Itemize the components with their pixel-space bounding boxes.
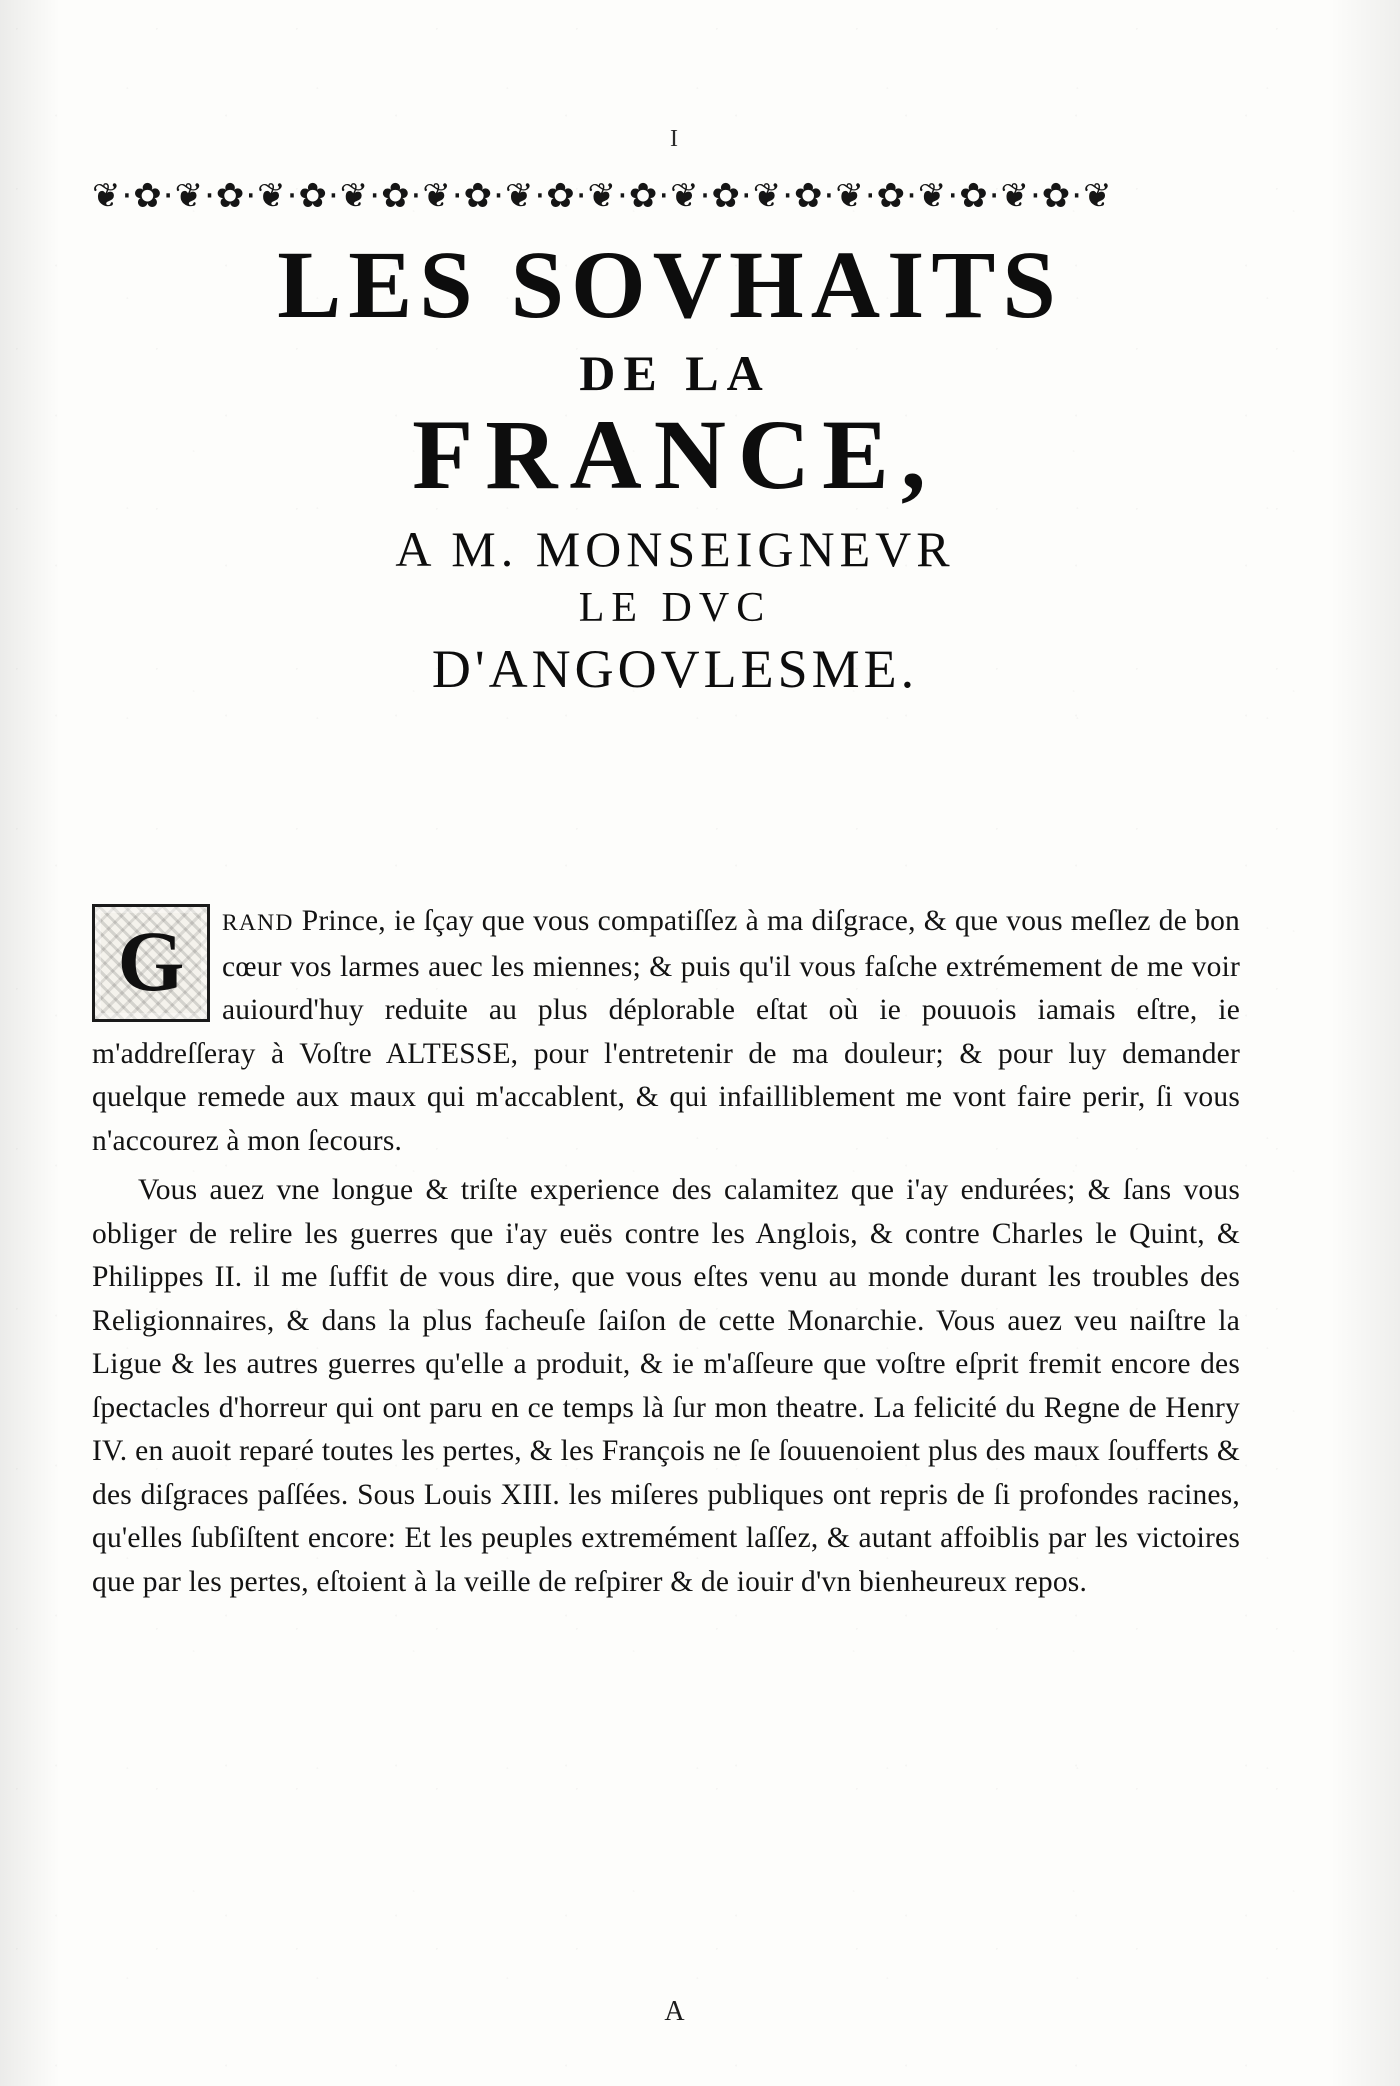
title-line-4: A M. MONSEIGNEVR <box>395 520 955 577</box>
paragraph-1-smallcaps: RAND <box>222 910 294 936</box>
drop-cap-initial: G <box>92 904 210 1022</box>
ornamental-divider: ❦·✿·❦·✿·❦·✿·❦·✿·❦·✿·❦·✿·❦·✿·❦·✿·❦·✿·❦·✿·❦·✿·❦·✿·❦ <box>92 176 1113 216</box>
paragraph-2: Vous auez vne longue & triſte experience des calamitez que i'ay endurées; & ſans vous obliger de relire les guerres que i'ay euës contre les Anglois, & contre Charles le Quint, & Philippes II. il me ſuffit de vous dire, que vous eſtes venu au monde durant les troubles des Religionnaires, & dans la plus facheuſe ſaiſon de cette Monarchie. Vous auez veu naiſtre la Ligue & les autres guerres qu'elle a produit, & ie m'aſſeure que voſtre eſprit fremit encore des ſpectacles d'horreur qui ont paru en ce temps là ſur mon theatre. La felicité du Regne de Henry IV. en auoit reparé toutes les pertes, & les François ne ſe ſouuenoient plus des maux ſoufferts & des diſgraces paſſées. Sous Louis XIII. les miſeres publiques ont repris de ſi profondes racines, qu'elles ſubſiſtent encore: Et les peuples extremément laſſez, & autant affoiblis par les victoires que par les pertes, eſtoient à la veille de reſpirer & de iouir d'vn bienheureux repos. <box>92 1174 1240 1598</box>
page-content <box>92 0 1258 2086</box>
title-line-2: DE LA <box>579 344 771 401</box>
body-text <box>92 900 1240 1604</box>
paragraph-1 <box>92 900 1240 1163</box>
title-line-1: LES SOVHAITS <box>277 231 1063 338</box>
title-block <box>92 231 1258 700</box>
title-line-5: LE DVC <box>578 584 772 631</box>
title-line-6: D'ANGOVLESME. <box>431 638 919 699</box>
title-line-3: FRANCE, <box>412 398 938 510</box>
paragraph-1-text: Prince, ie ſçay que vous compatiſſez à ma diſgrace, & que vous meſlez de bon cœur vos larmes auec les miennes; & puis qu'il vous faſche extrémement de me voir auiourd'huy reduite au plus déplorable eſtat où ie pouuois iamais eſtre, ie m'addreſſeray à Voſtre ALTESSE, pour l'entretenir de ma douleur; & pour luy demander quelque remede aux maux qui m'accablent, & qui infailliblement me vont faire perir, ſi vous n'accourez à mon ſecours. <box>92 905 1240 1157</box>
folio-number: I <box>670 126 680 152</box>
signature-mark: A <box>664 1996 686 2027</box>
